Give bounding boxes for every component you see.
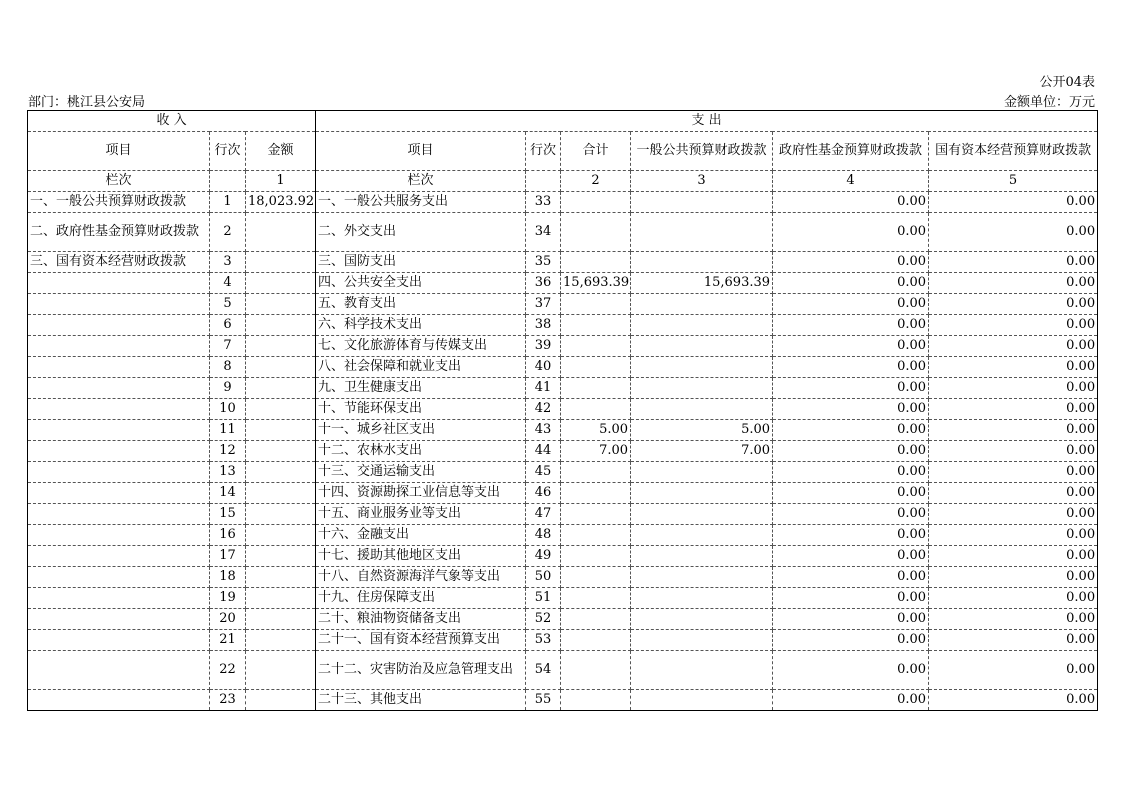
income-line: 8 xyxy=(210,357,246,378)
expense-header: 支 出 xyxy=(316,111,1098,132)
income-amount xyxy=(246,213,316,252)
total-amount xyxy=(561,336,631,357)
total-amount xyxy=(561,294,631,315)
income-item xyxy=(28,651,210,690)
state-capital-amount: 0.00 xyxy=(929,609,1098,630)
total-amount xyxy=(561,213,631,252)
total-amount xyxy=(561,546,631,567)
column-index-4: 4 xyxy=(773,171,929,192)
general-budget-amount: 7.00 xyxy=(631,441,773,462)
income-line: 16 xyxy=(210,525,246,546)
table-row xyxy=(28,357,1098,378)
income-item xyxy=(28,504,210,525)
expense-item: 一、一般公共服务支出 xyxy=(316,192,526,213)
table-row xyxy=(28,462,1098,483)
income-item xyxy=(28,336,210,357)
total-amount xyxy=(561,630,631,651)
general-budget-amount xyxy=(631,651,773,690)
income-line: 19 xyxy=(210,588,246,609)
income-line: 12 xyxy=(210,441,246,462)
expense-line: 44 xyxy=(526,441,561,462)
expense-item: 十、节能环保支出 xyxy=(316,399,526,420)
fund-budget-amount: 0.00 xyxy=(773,252,929,273)
expense-item: 二十、粮油物资储备支出 xyxy=(316,609,526,630)
income-item xyxy=(28,294,210,315)
table-row xyxy=(28,567,1098,588)
total-amount xyxy=(561,690,631,711)
state-capital-amount: 0.00 xyxy=(929,483,1098,504)
expense-item: 十六、金融支出 xyxy=(316,525,526,546)
fund-budget-amount: 0.00 xyxy=(773,546,929,567)
total-amount xyxy=(561,567,631,588)
fund-budget-amount: 0.00 xyxy=(773,525,929,546)
expense-line: 35 xyxy=(526,252,561,273)
general-budget-amount xyxy=(631,504,773,525)
expense-item: 四、公共安全支出 xyxy=(316,273,526,294)
expense-line: 53 xyxy=(526,630,561,651)
total-amount xyxy=(561,399,631,420)
income-item-header: 项目 xyxy=(28,132,210,171)
fund-budget-amount: 0.00 xyxy=(773,336,929,357)
amount-unit-label: 金额单位：万元 xyxy=(1003,95,1095,110)
table-row xyxy=(28,630,1098,651)
income-amount xyxy=(246,651,316,690)
general-budget-amount xyxy=(631,378,773,399)
table-row xyxy=(28,609,1098,630)
total-amount xyxy=(561,651,631,690)
table-row xyxy=(28,588,1098,609)
table-row xyxy=(28,378,1098,399)
expense-item: 九、卫生健康支出 xyxy=(316,378,526,399)
expense-line: 50 xyxy=(526,567,561,588)
income-amount xyxy=(246,441,316,462)
income-line: 5 xyxy=(210,294,246,315)
total-amount xyxy=(561,378,631,399)
table-row xyxy=(28,525,1098,546)
table-row xyxy=(28,420,1098,441)
expense-item: 七、文化旅游体育与传媒支出 xyxy=(316,336,526,357)
general-budget-amount xyxy=(631,690,773,711)
expense-item: 六、科学技术支出 xyxy=(316,315,526,336)
income-amount xyxy=(246,525,316,546)
income-amount xyxy=(246,378,316,399)
general-budget-amount xyxy=(631,525,773,546)
income-item: 一、一般公共预算财政拨款 xyxy=(28,192,210,213)
expense-line-header: 行次 xyxy=(526,132,561,171)
column-index-3: 3 xyxy=(631,171,773,192)
total-amount: 15,693.39 xyxy=(561,273,631,294)
fund-budget-amount: 0.00 xyxy=(773,294,929,315)
fund-budget-amount: 0.00 xyxy=(773,630,929,651)
fund-budget-amount: 0.00 xyxy=(773,213,929,252)
income-line: 21 xyxy=(210,630,246,651)
state-capital-amount: 0.00 xyxy=(929,462,1098,483)
total-amount xyxy=(561,609,631,630)
income-line: 9 xyxy=(210,378,246,399)
total-header: 合计 xyxy=(561,132,631,171)
income-line: 10 xyxy=(210,399,246,420)
expense-line: 52 xyxy=(526,609,561,630)
income-amount xyxy=(246,315,316,336)
state-capital-amount: 0.00 xyxy=(929,441,1098,462)
state-capital-header: 国有资本经营预算财政拨款 xyxy=(929,132,1098,171)
column-index-2: 2 xyxy=(561,171,631,192)
expense-line: 36 xyxy=(526,273,561,294)
expense-item: 十九、住房保障支出 xyxy=(316,588,526,609)
column-index-label-expense: 栏次 xyxy=(316,171,526,192)
state-capital-amount: 0.00 xyxy=(929,294,1098,315)
income-amount xyxy=(246,273,316,294)
expense-item: 十三、交通运输支出 xyxy=(316,462,526,483)
fund-budget-amount: 0.00 xyxy=(773,273,929,294)
general-budget-amount xyxy=(631,609,773,630)
general-budget-header: 一般公共预算财政拨款 xyxy=(631,132,773,171)
total-amount xyxy=(561,504,631,525)
income-item xyxy=(28,483,210,504)
table-row xyxy=(28,399,1098,420)
expense-line: 54 xyxy=(526,651,561,690)
table-row xyxy=(28,336,1098,357)
column-index-label: 栏次 xyxy=(28,171,210,192)
income-amount xyxy=(246,588,316,609)
expense-line: 40 xyxy=(526,357,561,378)
state-capital-amount: 0.00 xyxy=(929,378,1098,399)
expense-item: 五、教育支出 xyxy=(316,294,526,315)
financial-statement-table xyxy=(27,110,1098,711)
state-capital-amount: 0.00 xyxy=(929,213,1098,252)
state-capital-amount: 0.00 xyxy=(929,273,1098,294)
fund-budget-amount: 0.00 xyxy=(773,483,929,504)
fund-budget-amount: 0.00 xyxy=(773,567,929,588)
expense-item: 十八、自然资源海洋气象等支出 xyxy=(316,567,526,588)
income-line-header: 行次 xyxy=(210,132,246,171)
general-budget-amount xyxy=(631,192,773,213)
income-item xyxy=(28,378,210,399)
state-capital-amount: 0.00 xyxy=(929,567,1098,588)
fund-budget-amount: 0.00 xyxy=(773,378,929,399)
income-item xyxy=(28,546,210,567)
general-budget-amount xyxy=(631,399,773,420)
department-label: 部门：桃江县公安局 xyxy=(28,95,146,110)
column-index-5: 5 xyxy=(929,171,1098,192)
state-capital-amount: 0.00 xyxy=(929,315,1098,336)
expense-line: 37 xyxy=(526,294,561,315)
expense-item: 十七、援助其他地区支出 xyxy=(316,546,526,567)
total-amount xyxy=(561,588,631,609)
income-amount xyxy=(246,462,316,483)
expense-item: 二十三、其他支出 xyxy=(316,690,526,711)
income-amount-header: 金额 xyxy=(246,132,316,171)
fund-budget-amount: 0.00 xyxy=(773,504,929,525)
general-budget-amount xyxy=(631,336,773,357)
table-row xyxy=(28,273,1098,294)
table-row xyxy=(28,690,1098,711)
income-item xyxy=(28,357,210,378)
state-capital-amount: 0.00 xyxy=(929,504,1098,525)
general-budget-amount xyxy=(631,588,773,609)
state-capital-amount: 0.00 xyxy=(929,192,1098,213)
income-line: 18 xyxy=(210,567,246,588)
general-budget-amount: 5.00 xyxy=(631,420,773,441)
income-line: 4 xyxy=(210,273,246,294)
income-line: 1 xyxy=(210,192,246,213)
expense-line: 42 xyxy=(526,399,561,420)
state-capital-amount: 0.00 xyxy=(929,357,1098,378)
table-row xyxy=(28,213,1098,252)
fund-budget-amount: 0.00 xyxy=(773,462,929,483)
table-row xyxy=(28,441,1098,462)
form-id: 公开04表 xyxy=(1039,75,1095,90)
state-capital-amount: 0.00 xyxy=(929,588,1098,609)
expense-item: 三、国防支出 xyxy=(316,252,526,273)
income-amount xyxy=(246,420,316,441)
expense-line: 33 xyxy=(526,192,561,213)
income-line: 2 xyxy=(210,213,246,252)
expense-line: 45 xyxy=(526,462,561,483)
income-item xyxy=(28,588,210,609)
fund-budget-amount: 0.00 xyxy=(773,315,929,336)
income-amount xyxy=(246,630,316,651)
general-budget-amount xyxy=(631,357,773,378)
income-line: 23 xyxy=(210,690,246,711)
general-budget-amount xyxy=(631,630,773,651)
expense-item-header: 项目 xyxy=(316,132,526,171)
state-capital-amount: 0.00 xyxy=(929,630,1098,651)
income-amount xyxy=(246,546,316,567)
fund-budget-amount: 0.00 xyxy=(773,588,929,609)
expense-item: 二十二、灾害防治及应急管理支出 xyxy=(316,651,526,690)
income-line: 14 xyxy=(210,483,246,504)
income-item xyxy=(28,525,210,546)
income-item xyxy=(28,462,210,483)
total-amount xyxy=(561,483,631,504)
expense-line: 48 xyxy=(526,525,561,546)
expense-line: 46 xyxy=(526,483,561,504)
income-item xyxy=(28,273,210,294)
income-amount xyxy=(246,483,316,504)
general-budget-amount xyxy=(631,315,773,336)
expense-line: 43 xyxy=(526,420,561,441)
income-line: 3 xyxy=(210,252,246,273)
table-row xyxy=(28,504,1098,525)
column-index-1: 1 xyxy=(246,171,316,192)
expense-line: 51 xyxy=(526,588,561,609)
general-budget-amount xyxy=(631,213,773,252)
income-amount xyxy=(246,294,316,315)
income-amount xyxy=(246,336,316,357)
expense-line: 47 xyxy=(526,504,561,525)
expense-item: 二十一、国有资本经营预算支出 xyxy=(316,630,526,651)
expense-line: 34 xyxy=(526,213,561,252)
income-amount xyxy=(246,357,316,378)
expense-line: 55 xyxy=(526,690,561,711)
total-amount xyxy=(561,315,631,336)
expense-line: 38 xyxy=(526,315,561,336)
state-capital-amount: 0.00 xyxy=(929,399,1098,420)
total-amount xyxy=(561,252,631,273)
income-item xyxy=(28,609,210,630)
income-amount xyxy=(246,399,316,420)
general-budget-amount xyxy=(631,546,773,567)
fund-budget-amount: 0.00 xyxy=(773,651,929,690)
expense-item: 二、外交支出 xyxy=(316,213,526,252)
table-row xyxy=(28,651,1098,690)
income-amount xyxy=(246,252,316,273)
expense-line: 49 xyxy=(526,546,561,567)
income-item xyxy=(28,690,210,711)
income-amount xyxy=(246,690,316,711)
income-item xyxy=(28,315,210,336)
fund-budget-amount: 0.00 xyxy=(773,609,929,630)
table-row xyxy=(28,546,1098,567)
general-budget-amount xyxy=(631,567,773,588)
state-capital-amount: 0.00 xyxy=(929,651,1098,690)
general-budget-amount xyxy=(631,294,773,315)
income-line: 17 xyxy=(210,546,246,567)
fund-budget-amount: 0.00 xyxy=(773,192,929,213)
general-budget-amount: 15,693.39 xyxy=(631,273,773,294)
total-amount xyxy=(561,357,631,378)
income-header: 收 入 xyxy=(28,111,316,132)
income-line: 6 xyxy=(210,315,246,336)
general-budget-amount xyxy=(631,483,773,504)
expense-item: 十五、商业服务业等支出 xyxy=(316,504,526,525)
state-capital-amount: 0.00 xyxy=(929,525,1098,546)
income-line: 7 xyxy=(210,336,246,357)
state-capital-amount: 0.00 xyxy=(929,690,1098,711)
income-amount xyxy=(246,609,316,630)
fund-budget-header: 政府性基金预算财政拨款 xyxy=(773,132,929,171)
table-row xyxy=(28,294,1098,315)
income-amount xyxy=(246,567,316,588)
state-capital-amount: 0.00 xyxy=(929,420,1098,441)
fund-budget-amount: 0.00 xyxy=(773,420,929,441)
expense-item: 十四、资源勘探工业信息等支出 xyxy=(316,483,526,504)
expense-item: 十二、农林水支出 xyxy=(316,441,526,462)
table-row xyxy=(28,252,1098,273)
income-item: 二、政府性基金预算财政拨款 xyxy=(28,213,210,252)
fund-budget-amount: 0.00 xyxy=(773,441,929,462)
total-amount xyxy=(561,192,631,213)
state-capital-amount: 0.00 xyxy=(929,336,1098,357)
state-capital-amount: 0.00 xyxy=(929,252,1098,273)
income-item xyxy=(28,399,210,420)
income-item xyxy=(28,567,210,588)
table-row xyxy=(28,192,1098,213)
income-line: 11 xyxy=(210,420,246,441)
expense-item: 十一、城乡社区支出 xyxy=(316,420,526,441)
general-budget-amount xyxy=(631,252,773,273)
income-amount xyxy=(246,504,316,525)
income-item xyxy=(28,420,210,441)
expense-line: 39 xyxy=(526,336,561,357)
total-amount xyxy=(561,462,631,483)
total-amount: 7.00 xyxy=(561,441,631,462)
income-line: 22 xyxy=(210,651,246,690)
expense-line: 41 xyxy=(526,378,561,399)
income-line: 13 xyxy=(210,462,246,483)
expense-item: 八、社会保障和就业支出 xyxy=(316,357,526,378)
total-amount: 5.00 xyxy=(561,420,631,441)
fund-budget-amount: 0.00 xyxy=(773,399,929,420)
fund-budget-amount: 0.00 xyxy=(773,357,929,378)
fund-budget-amount: 0.00 xyxy=(773,690,929,711)
income-amount: 18,023.92 xyxy=(246,192,316,213)
general-budget-amount xyxy=(631,462,773,483)
state-capital-amount: 0.00 xyxy=(929,546,1098,567)
income-line: 20 xyxy=(210,609,246,630)
table-row xyxy=(28,315,1098,336)
income-item: 三、国有资本经营财政拨款 xyxy=(28,252,210,273)
table-row xyxy=(28,483,1098,504)
income-item xyxy=(28,441,210,462)
total-amount xyxy=(561,525,631,546)
income-line: 15 xyxy=(210,504,246,525)
income-item xyxy=(28,630,210,651)
